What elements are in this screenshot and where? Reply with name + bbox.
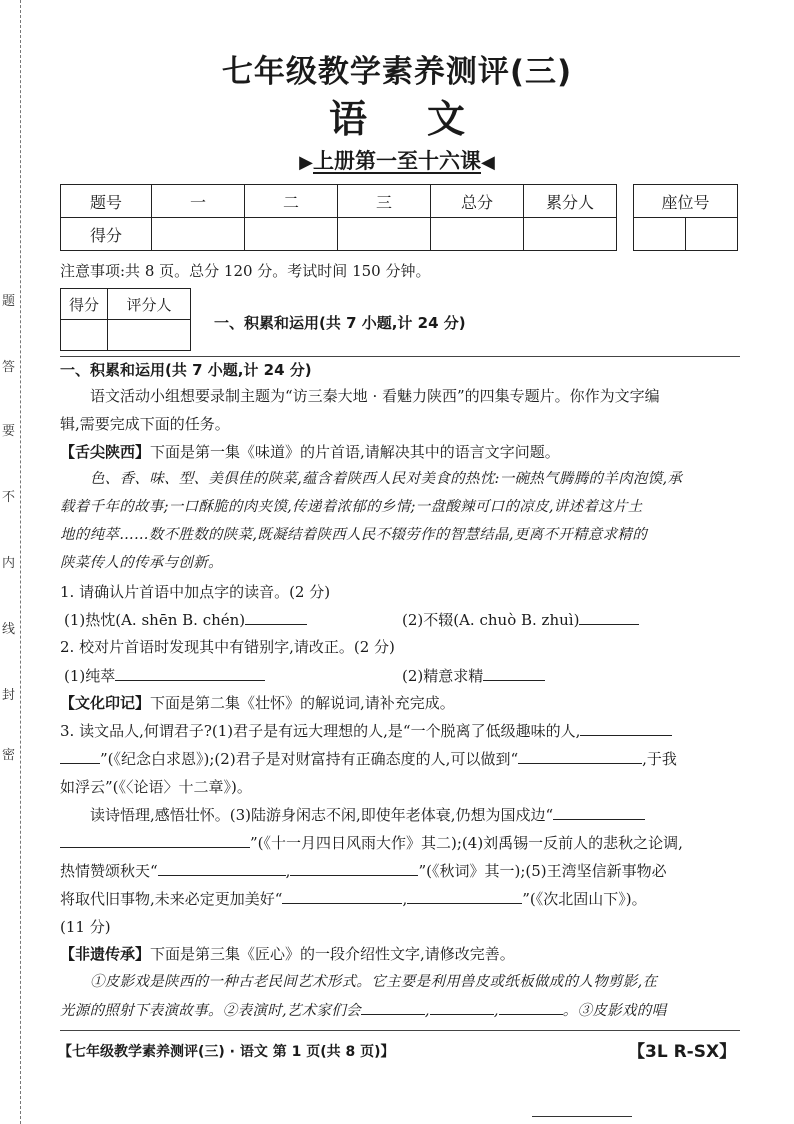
q1-option-a: (1)热忱(A. shēn B. chén) [64,610,744,630]
intro-line: 语文活动小组想要录制主题为“访三秦大地 · 看魅力陕西”的四集专题片。你作为文字编 [90,387,660,405]
seat-label: 座位号 [634,185,738,218]
q2-item-b: (2)精意求精 [402,666,742,686]
answer-blank[interactable] [483,666,545,681]
margin-char: 线 [2,622,16,637]
part-tag: 【文化印记】 [60,694,151,712]
q3-line: (11 分) [60,918,111,936]
q3-line: 热情赞颂秋天“ , ”(《秋词》其一);(5)王湾坚信新事物必 [60,862,667,880]
seat-input-cell[interactable] [634,218,686,251]
q2-item-a: (1)纯萃 [64,666,744,686]
answer-blank[interactable] [361,1000,425,1015]
score-table [60,184,617,251]
score-header-cell: 三 [338,185,431,218]
score-header-cell: 题号 [61,185,152,218]
passage-line: 光源的照射下表演故事。②表演时,艺术家们会 , , 。③皮影戏的唱 [60,1000,740,1021]
score-header-cell: 累分人 [524,185,617,218]
score-row-label: 得分 [61,218,152,251]
margin-char: 答 [2,360,16,375]
part-text: 下面是第三集《匠心》的一段介绍性文字,请修改完善。 [150,945,515,963]
passage-line: 载着千年的故事;一口酥脆的肉夹馍,传递着浓郁的乡情;一盘酸辣可口的凉皮,讲述着这片土 [60,499,643,515]
answer-blank[interactable] [158,861,286,876]
q3-line: 如浮云”(《〈论语〉十二章》)。 [60,778,252,796]
answer-blank[interactable] [553,805,645,820]
scope-label: 上册第一至十六课 [313,149,481,173]
score-input-cell[interactable] [152,218,245,251]
passage-line: 陕菜传人的传承与创新。 [60,555,223,571]
triangle-left-icon: ◀ [481,152,495,173]
intro-line: 辑,需要完成下面的任务。 [60,415,230,433]
q1-option-b: (2)不辍(A. chuò B. zhuì) [402,610,742,630]
seat-table [633,184,738,251]
exam-title: 七年级教学素养测评(三) [221,54,573,90]
answer-blank[interactable] [499,1000,563,1015]
grader-header-cell: 得分 [61,289,108,320]
section-heading: 一、积累和运用(共 7 小题,计 24 分) [60,361,312,379]
grader-input-cell[interactable] [108,320,191,351]
margin-char: 题 [2,294,16,309]
part-heading [60,944,740,964]
margin-char: 内 [2,556,16,571]
answer-blank[interactable] [60,749,100,764]
answer-blank[interactable] [407,889,522,904]
margin-char: 密 [2,748,16,763]
part-tag: 【舌尖陕西】 [60,443,151,461]
passage-line: 地的纯萃……数不胜数的陕菜,既凝结着陕西人民不辍劳作的智慧结晶,更离不开精意求精的 [60,527,648,543]
margin-char: 封 [2,688,16,703]
answer-blank[interactable] [430,1000,494,1015]
margin-char: 要 [2,424,16,439]
answer-blank[interactable] [518,749,642,764]
grader-header-cell: 评分人 [108,289,191,320]
score-input-cell[interactable] [245,218,338,251]
part-heading [60,693,740,713]
question-1-stem: 1. 请确认片首语中加点字的读音。(2 分) [60,583,331,601]
q3-line: ”(《纪念白求恩》);(2)君子是对财富持有正确态度的人,可以做到“ ,于我 [60,749,740,769]
answer-blank[interactable] [282,889,402,904]
part-text: 下面是第二集《壮怀》的解说词,请补充完成。 [150,694,455,712]
score-input-cell[interactable] [338,218,431,251]
subject-title: 语文 [328,97,525,141]
q3-line: ”(《十一月四日风雨大作》其二);(4)刘禹锡一反前人的悲秋之论调, [60,833,740,853]
score-header-cell: 一 [152,185,245,218]
answer-blank[interactable] [60,833,250,848]
score-input-cell[interactable] [524,218,617,251]
answer-blank[interactable] [579,610,639,625]
passage-line: 色、香、味、型、美俱佳的陕菜,蕴含着陕西人民对美食的热忱:一碗热气腾腾的羊肉泡馍,承 [90,471,683,487]
passage-line: ①皮影戏是陕西的一种古老民间艺术形式。它主要是利用兽皮或纸板做成的人物剪影,在 [90,974,658,990]
part-text: 下面是第一集《味道》的片首语,请解决其中的语言文字问题。 [150,443,560,461]
answer-blank[interactable] [290,861,418,876]
notice-text: 注意事项:共 8 页。总分 120 分。考试时间 150 分钟。 [60,262,431,280]
score-input-cell[interactable] [431,218,524,251]
answer-blank[interactable] [115,666,265,681]
footer-divider [60,1030,740,1031]
seat-input-cell[interactable] [686,218,738,251]
margin-char: 不 [2,490,16,505]
bottom-mark-line [532,1116,632,1117]
q3-line: 读诗悟理,感悟壮怀。(3)陆游身闲志不闲,即使年老体衰,仍想为国戍边“ [90,805,770,825]
triangle-right-icon: ▶ [299,152,313,173]
grader-table [60,288,191,351]
q3-line: 将取代旧事物,未来必定更加美好“ , ”(《次北固山下》)。 [60,890,647,908]
question-2-stem: 2. 校对片首语时发现其中有错别字,请改正。(2 分) [60,638,395,656]
grader-input-cell[interactable] [61,320,108,351]
score-header-cell: 二 [245,185,338,218]
part-heading [60,442,740,462]
footer-page-info: 【七年级教学素养测评(三) · 语文 第 1 页(共 8 页)】 [58,1044,395,1060]
scope-banner [0,145,794,175]
answer-blank[interactable] [245,610,307,625]
q3-line: 3. 读文品人,何谓君子?(1)君子是有远大理想的人,是“一个脱离了低级趣味的人, [60,721,740,741]
section-heading-boxed: 一、积累和运用(共 7 小题,计 24 分) [214,314,466,332]
answer-blank[interactable] [580,721,672,736]
section-divider [60,356,740,357]
footer-code: 【3L R-SX】 [628,1042,737,1062]
score-header-cell: 总分 [431,185,524,218]
part-tag: 【非遗传承】 [60,945,151,963]
